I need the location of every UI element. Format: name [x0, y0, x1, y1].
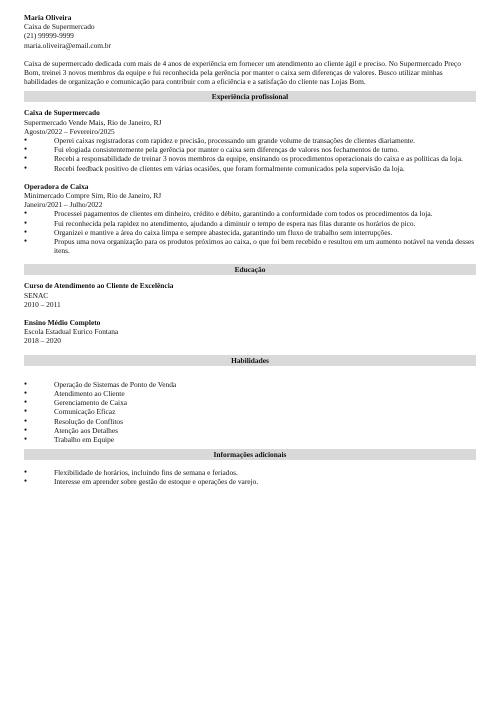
education-entry	[24, 318, 476, 346]
bullet-item	[24, 145, 476, 154]
bullet-text: Organizei e mantive a área do caixa limpa e sempre abastecida, garantindo um fluxo de trabalho sem interrupções.	[54, 227, 393, 237]
bullet-text: Operei caixas registradoras com rapidez e precisão, processando um grande volume de transações de clientes diariamente.	[54, 136, 415, 146]
bullet-item	[24, 407, 476, 416]
bullet-text: Resolução de Conflitos	[54, 416, 123, 426]
education-entry	[24, 281, 476, 309]
bullet-text: Gerenciamento de Caixa	[54, 398, 128, 408]
bullet-item	[24, 164, 476, 173]
bullet-item	[24, 435, 476, 444]
bullet-item	[24, 468, 476, 477]
education-school: SENAC	[24, 290, 49, 300]
bullet-icon: ●	[24, 390, 28, 396]
bullet-icon: ●	[24, 220, 28, 226]
candidate-email: maria.oliveira@email.com.br	[24, 40, 112, 50]
job-title: Caixa de Supermercado	[24, 108, 100, 118]
section-header-experience: Experiência profissional	[24, 91, 476, 102]
bullet-icon: ●	[24, 479, 28, 485]
bullet-text: Trabalho em Equipe	[54, 434, 115, 444]
education-dates: 2010 – 2011	[24, 299, 61, 309]
bullet-icon: ●	[24, 211, 28, 217]
bullet-text: Flexibilidade de horários, incluindo fins de semana e feriados.	[54, 468, 238, 478]
section-header-education: Educação	[24, 264, 476, 275]
job-title: Operadora de Caixa	[24, 181, 89, 191]
bullet-icon: ●	[24, 409, 28, 415]
bullet-text: Fui reconhecida pela rapidez no atendimento, ajudando a diminuir o tempo de espera nas filas durante os horários de pico.	[54, 218, 416, 228]
bullet-icon: ●	[24, 400, 28, 406]
bullet-item	[24, 380, 476, 389]
contact-block	[24, 13, 476, 50]
bullet-icon: ●	[24, 470, 28, 476]
bullet-text: Atenção aos Detalhes	[54, 425, 119, 435]
job-dates: Janeiro/2021 – Julho/2022	[24, 200, 103, 210]
bullet-text: Recebi feedback positivo de clientes em várias ocasiões, que foram formalmente comunicados pela supervisão da loja.	[54, 163, 405, 173]
bullet-icon: ●	[24, 418, 28, 424]
bullet-item	[24, 426, 476, 435]
bullet-icon: ●	[24, 147, 28, 153]
resume-page	[24, 13, 476, 487]
bullet-item	[24, 136, 476, 145]
section-header-skills: Habilidades	[24, 355, 476, 366]
education-school: Escola Estadual Eurico Fontana	[24, 327, 119, 337]
education-dates: 2018 – 2020	[24, 336, 61, 346]
section-header-additional: Informações adicionais	[24, 449, 476, 460]
bullet-item	[24, 389, 476, 398]
bullet-text: Propus uma nova organização para os produtos próximos ao caixa, o que foi bem recebido e resultou em um aumento notável na venda desses itens.	[54, 237, 475, 256]
bullet-item	[24, 154, 476, 163]
bullet-icon: ●	[24, 436, 28, 442]
bullet-item	[24, 398, 476, 407]
bullet-item	[24, 417, 476, 426]
education-title: Curso de Atendimento ao Cliente de Excelência	[24, 281, 174, 291]
job-company: Supermercado Vende Mais, Rio de Janeiro, RJ	[24, 117, 162, 127]
bullet-text: Interesse em aprender sobre gestão de estoque e operações de varejo.	[54, 477, 259, 487]
bullet-item	[24, 219, 476, 228]
bullet-text: Fui elogiada consistentemente pela gerência por manter o caixa sem diferenças de valores nos fechamentos de turno.	[54, 145, 399, 155]
bullet-item	[24, 477, 476, 486]
bullet-icon: ●	[24, 229, 28, 235]
job-entry	[24, 182, 476, 256]
bullet-text: Atendimento ao Cliente	[54, 388, 125, 398]
skills-list	[24, 380, 476, 444]
bullet-icon: ●	[24, 239, 28, 245]
bullet-icon: ●	[24, 156, 28, 162]
job-entry	[24, 108, 476, 172]
bullet-item	[24, 228, 476, 237]
candidate-phone: (21) 99999-9999	[24, 31, 74, 41]
bullet-icon: ●	[24, 427, 28, 433]
bullet-icon: ●	[24, 165, 28, 171]
bullet-icon: ●	[24, 138, 28, 144]
additional-info-list	[24, 468, 476, 486]
bullet-text: Comunicação Eficaz	[54, 407, 116, 417]
bullet-icon: ●	[24, 381, 28, 387]
education-list	[24, 281, 476, 345]
professional-summary: Caixa de supermercado dedicada com mais de 4 anos de experiência em fornecer um atendimento ao cliente ágil e preciso. No Supermercado Preço Bom, treinei 3 novos membros da equipe e fui reconhecida pela gerência por manter o caixa sem diferenças de valores. Busco utilizar minhas habilidades de organização e comunicação para contribuir com a eficiência e a satisfação do cliente nas Lojas Bom.	[24, 58, 461, 87]
bullet-text: Operação de Sistemas de Ponto de Venda	[54, 379, 177, 389]
bullet-text: Recebi a responsabilidade de treinar 3 novos membros da equipe, ensinando os procedimentos operacionais do caixa e as políticas da loja.	[54, 154, 463, 164]
job-company: Minimercado Compre Sim, Rio de Janeiro, RJ	[24, 191, 162, 201]
candidate-role: Caixa de Supermercado	[24, 22, 95, 32]
job-dates: Agosto/2022 – Fevereiro/2025	[24, 126, 115, 136]
bullet-item	[24, 237, 476, 255]
bullet-text: Processei pagamentos de clientes em dinheiro, crédito e débito, garantindo a conformidade com todos os procedimentos da loja.	[54, 209, 433, 219]
experience-list	[24, 108, 476, 255]
education-title: Ensino Médio Completo	[24, 318, 101, 328]
bullet-item	[24, 209, 476, 218]
candidate-name: Maria Oliveira	[24, 13, 72, 22]
